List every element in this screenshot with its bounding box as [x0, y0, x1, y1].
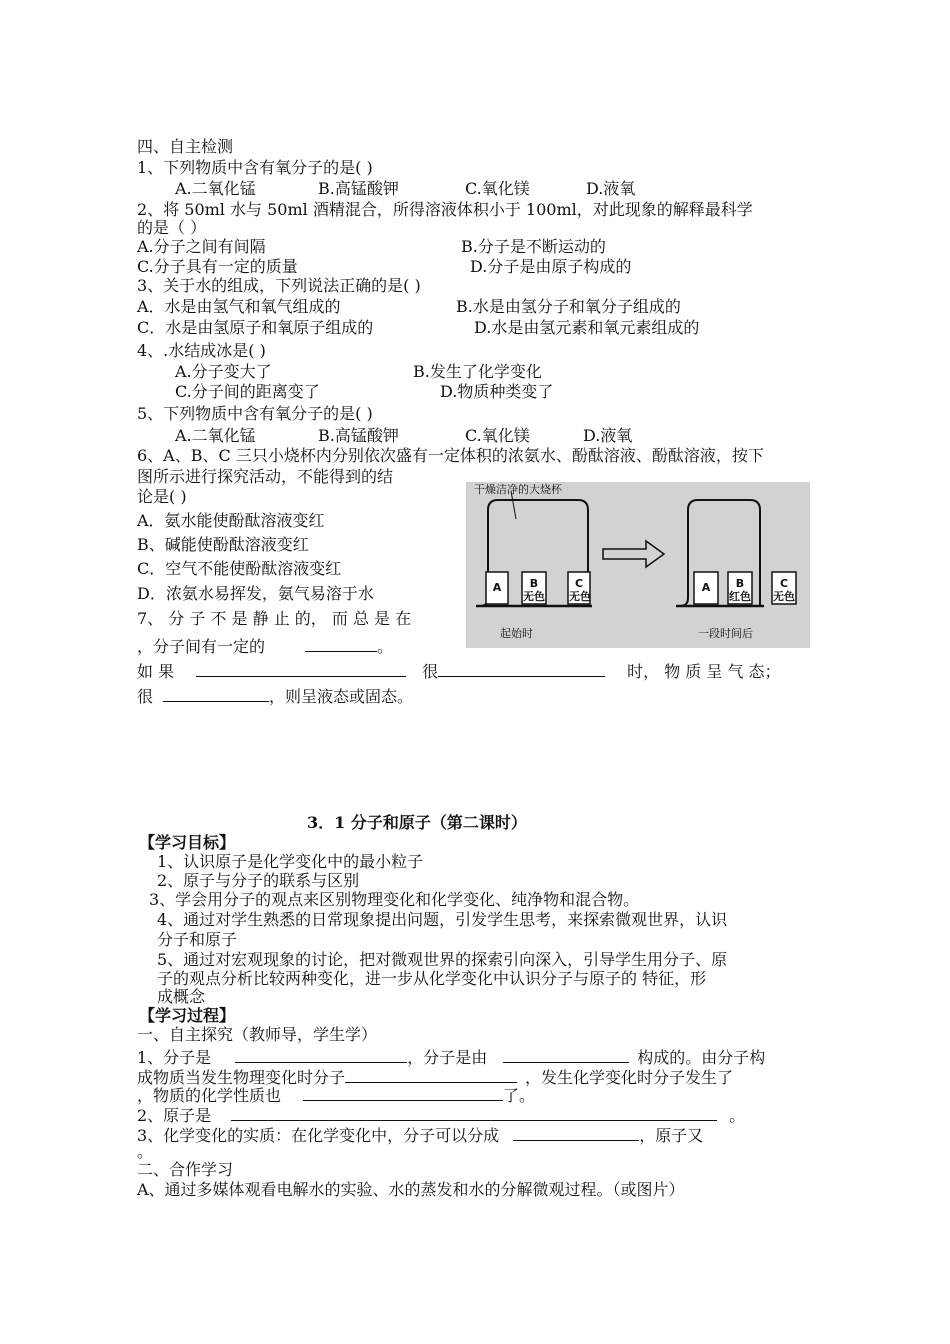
part1-heading: 一、自主探究（教师导，学生学） — [137, 1025, 378, 1044]
q7-text-c: 如 果 — [137, 662, 175, 681]
goal-item: 4、通过对学生熟悉的日常现象提出问题，引发学生思考，来探索微观世界，认识 — [157, 910, 728, 929]
q1-option-b[interactable]: B.高锰酸钾 — [318, 179, 399, 198]
q6-option-a[interactable]: A．氨水能使酚酞溶液变红 — [137, 511, 325, 530]
p3-blank[interactable] — [513, 1124, 639, 1141]
q7-blank-2[interactable] — [196, 660, 406, 677]
figure-caption-end: 一段时间后 — [698, 627, 753, 640]
q4-row1 — [175, 362, 542, 382]
q3-option-a[interactable]: A．水是由氢气和氧气组成的 — [137, 297, 341, 316]
q7-blank-3[interactable] — [438, 660, 605, 677]
q6-option-c[interactable]: C．空气不能使酚酞溶液变红 — [137, 559, 342, 578]
q1-options — [175, 179, 635, 199]
q7-text-f: 很 — [137, 687, 154, 706]
start-beaker-c-note: 无色 — [569, 590, 591, 603]
q3-option-d[interactable]: D.水是由氢元素和氧元素组成的 — [474, 318, 700, 337]
start-beaker-b-label: B — [529, 577, 539, 590]
q5-option-d[interactable]: D.液氧 — [583, 426, 633, 445]
q4-stem: 4、.水结成冰是( ) — [137, 341, 266, 360]
q2-row2 — [137, 257, 631, 277]
figure-drawing — [466, 482, 810, 648]
process-heading: 【学习过程】 — [139, 1006, 236, 1025]
goals-heading: 【学习目标】 — [139, 833, 236, 852]
q6-stem-line2: 图所示进行探究活动，不能得到的结 — [137, 467, 394, 486]
p1-text-b: ，分子是由 — [407, 1048, 488, 1067]
q7-text-d: 很 — [422, 662, 439, 681]
section-heading: 四、自主检测 — [137, 137, 234, 156]
start-beaker-c-label: C — [574, 577, 584, 590]
q5-options — [175, 426, 632, 446]
lesson-title: 3．1 分子和原子（第二课时） — [307, 813, 527, 832]
start-beaker-b-note: 无色 — [523, 590, 545, 603]
start-beaker-a-label: A — [492, 581, 502, 594]
p1-text-g: 了。 — [503, 1086, 536, 1105]
p2-text-a: 2、原子是 — [137, 1106, 212, 1125]
q7-line3 — [137, 660, 781, 682]
q4-option-a[interactable]: A.分子变大了 — [175, 362, 272, 381]
q6-stem-line1: 6、A、B、C 三只小烧杯内分别依次盛有一定体积的浓氨水、酚酞溶液、酚酞溶液，按下 — [137, 446, 764, 465]
p2-blank[interactable] — [231, 1104, 717, 1121]
q4-option-d[interactable]: D.物质种类变了 — [440, 382, 554, 401]
p1-blank-4[interactable] — [303, 1084, 503, 1101]
p3-text-b: ，原子又 — [639, 1126, 704, 1145]
p1-text-a: 1、分子是 — [137, 1048, 212, 1067]
p2-line — [137, 1104, 745, 1126]
q5-option-b[interactable]: B.高锰酸钾 — [318, 426, 399, 445]
p1-blank-3[interactable] — [345, 1066, 517, 1083]
q2-row1 — [137, 237, 606, 257]
q7-line4 — [137, 685, 413, 707]
p1-blank-2[interactable] — [503, 1046, 629, 1063]
q7-text-g: ，则呈液态或固态。 — [269, 687, 414, 706]
q7-text-a: ，分子间有一定的 — [137, 637, 266, 656]
q5-option-a[interactable]: A.二氧化锰 — [175, 426, 256, 445]
beaker-experiment-figure — [466, 482, 810, 648]
q1-option-c[interactable]: C.氧化镁 — [465, 179, 530, 198]
q5-stem: 5、下列物质中含有氧分子的是( ) — [137, 404, 373, 423]
p3-line2: 。 — [137, 1142, 154, 1161]
q3-option-b[interactable]: B.水是由氢分子和氧分子组成的 — [456, 297, 681, 316]
p1-text-c: 构成的。由分子构 — [637, 1048, 766, 1067]
p1-line1 — [137, 1046, 765, 1068]
q1-stem: 1、下列物质中含有氧分子的是( ) — [137, 158, 373, 177]
end-beaker-c-note: 无色 — [773, 590, 795, 603]
q4-option-c[interactable]: C.分子间的距离变了 — [175, 382, 320, 401]
goal-item: 5、通过对宏观现象的讨论，把对微观世界的探索引向深入，引导学生用分子、原 — [157, 950, 728, 969]
goal-item: 分子和原子 — [157, 930, 238, 949]
part2-heading: 二、合作学习 — [137, 1160, 234, 1179]
q3-row2 — [137, 318, 699, 338]
p1-text-d: 成物质当发生物理变化时分子 — [137, 1068, 346, 1087]
end-beaker-b-label: B — [735, 577, 745, 590]
p1-blank-1[interactable] — [235, 1046, 407, 1063]
q2-option-c[interactable]: C.分子具有一定的质量 — [137, 257, 298, 276]
q2-option-d[interactable]: D.分子是由原子构成的 — [470, 257, 632, 276]
figure-caption-start: 起始时 — [500, 627, 533, 640]
goal-item: 3、学会用分子的观点来区别物理变化和化学变化、纯净物和混合物。 — [149, 890, 640, 909]
part2-item-a: A、通过多媒体观看电解水的实验、水的蒸发和水的分解微观过程。（或图片） — [137, 1180, 685, 1199]
goal-item: 子的观点分析比较两种变化，进一步从化学变化中认识分子与原子的 特征，形 — [157, 969, 707, 988]
end-beaker-c-label: C — [779, 577, 789, 590]
q7-blank-4[interactable] — [163, 685, 269, 702]
q7-text-b: 。 — [377, 637, 394, 656]
goal-item: 2、原子与分子的联系与区别 — [157, 871, 360, 890]
goal-item: 成概念 — [157, 987, 206, 1006]
q3-row1 — [137, 297, 681, 317]
figure-top-label: 干燥洁净的大烧杯 — [474, 483, 562, 496]
goal-item: 1、认识原子是化学变化中的最小粒子 — [157, 852, 424, 871]
q3-option-c[interactable]: C．水是由氢原子和氧原子组成的 — [137, 318, 374, 337]
p1-text-f: ，物质的化学性质也 — [137, 1086, 282, 1105]
q5-option-c[interactable]: C.氧化镁 — [465, 426, 530, 445]
q2-stem-line2: 的是（ ） — [137, 218, 207, 237]
end-beaker-a-label: A — [701, 581, 711, 594]
end-beaker-b-note: 红色 — [729, 590, 751, 603]
q7-line1: 7、 分 子 不 是 静 止 的， 而 总 是 在 — [137, 609, 412, 628]
p1-text-e: ，发生化学变化时分子发生了 — [525, 1068, 734, 1087]
q6-stem-line3: 论是( ) — [137, 487, 187, 506]
q1-option-a[interactable]: A.二氧化锰 — [175, 179, 256, 198]
p2-text-b: 。 — [729, 1106, 746, 1125]
q7-blank-1[interactable] — [305, 635, 377, 652]
p3-line1 — [137, 1124, 703, 1146]
q2-option-b[interactable]: B.分子是不断运动的 — [461, 237, 606, 256]
q1-option-d[interactable]: D.液氧 — [586, 179, 636, 198]
p3-text-a: 3、化学变化的实质：在化学变化中，分子可以分成 — [137, 1126, 500, 1145]
q7-text-e: 时， 物 质 呈 气 态； — [627, 662, 781, 681]
q7-line2 — [137, 635, 393, 657]
q4-option-b[interactable]: B.发生了化学变化 — [413, 362, 542, 381]
p1-line3 — [137, 1084, 535, 1106]
q4-row2 — [175, 382, 553, 402]
q3-stem: 3、关于水的组成，下列说法正确的是( ) — [137, 276, 421, 295]
q2-stem-line1: 2、将 50ml 水与 50ml 酒精混合，所得溶液体积小于 100ml，对此现象的解释最科学 — [137, 200, 753, 219]
q6-option-b[interactable]: B、碱能使酚酞溶液变红 — [137, 535, 309, 554]
q6-option-d[interactable]: D．浓氨水易挥发，氨气易溶于水 — [137, 584, 374, 603]
q2-option-a[interactable]: A.分子之间有间隔 — [137, 237, 266, 256]
